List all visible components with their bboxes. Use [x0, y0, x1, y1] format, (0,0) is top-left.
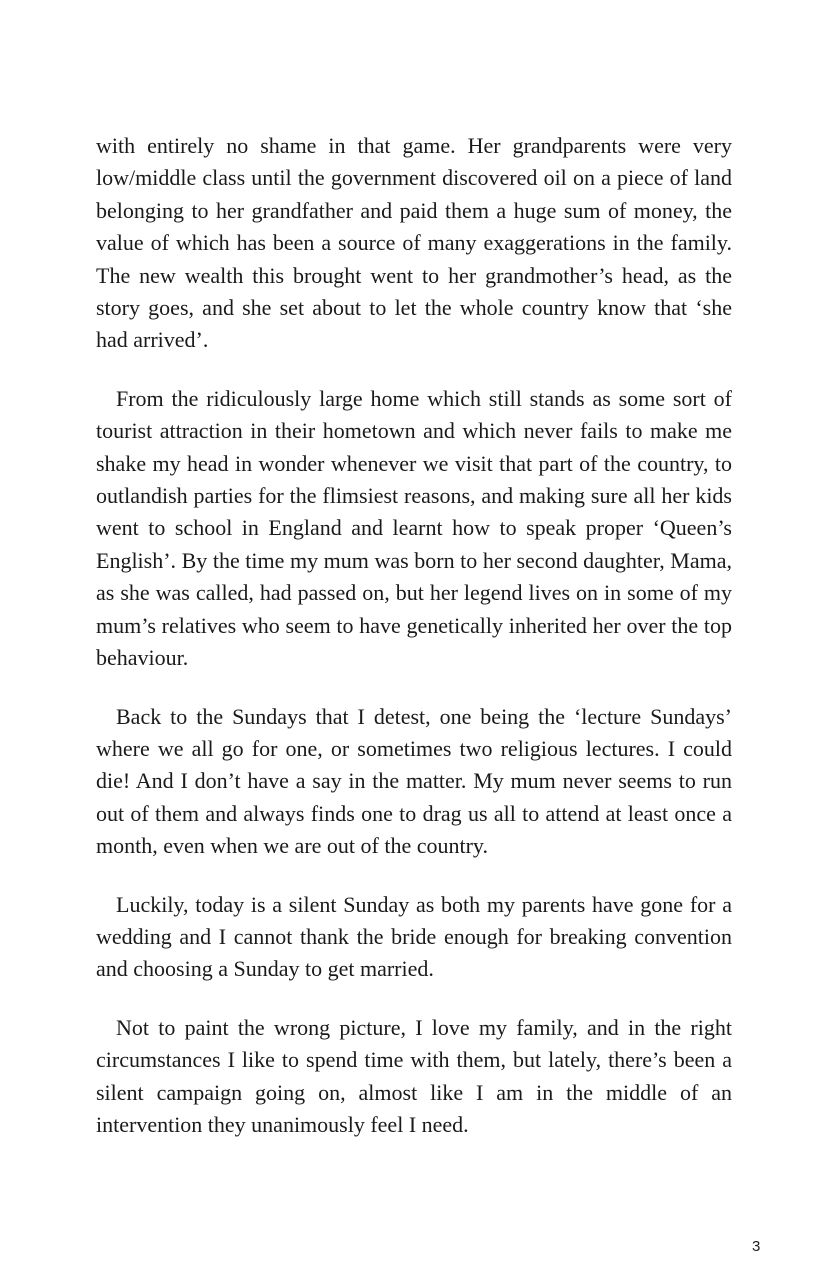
paragraph-4: Luckily, today is a silent Sunday as both my parents have gone for a wedding and I cannot thank the bride enough for breaking convention and choosing a Sunday to get married. — [96, 891, 732, 982]
paragraph-3: Back to the Sundays that I detest, one being the ‘lecture Sundays’ where we all go for one, or sometimes two religious lectures. I could die! And I don’t have a say in the matter. My mum never seems to run out of them and always finds one to drag us all to attend at least once a month, even when we are out of the country. — [96, 703, 732, 859]
paragraph-2: From the ridiculously large home which still stands as some sort of tourist attraction in their hometown and which never fails to make me shake my head in wonder whenever we visit that part of the country, to outlandish parties for the flimsiest reasons, and making sure all her kids went to school in England and learnt how to speak proper ‘Queen’s English’. By the time my mum was born to her second daughter, Mama, as she was called, had passed on, but her legend lives on in some of my mum’s relatives who seem to have genetically inherited her over the top behaviour. — [96, 385, 732, 671]
page-number: 3 — [752, 1238, 761, 1255]
paragraph-1: with entirely no shame in that game. Her grandparents were very low/middle class until the government discovered oil on a piece of land belonging to her grandfather and paid them a huge sum of money, the value of which has been a source of many exaggerations in the family. The new wealth this brought went to her grandmother’s head, as the story goes, and she set about to let the whole country know that ‘she had arrived’. — [96, 133, 732, 353]
paragraph-5: Not to paint the wrong picture, I love my family, and in the right circumstances I like to spend time with them, but lately, there’s been a silent campaign going on, almost like I am in the middle of an intervention they unanimously feel I need. — [96, 1014, 732, 1137]
body-text — [96, 130, 732, 1167]
